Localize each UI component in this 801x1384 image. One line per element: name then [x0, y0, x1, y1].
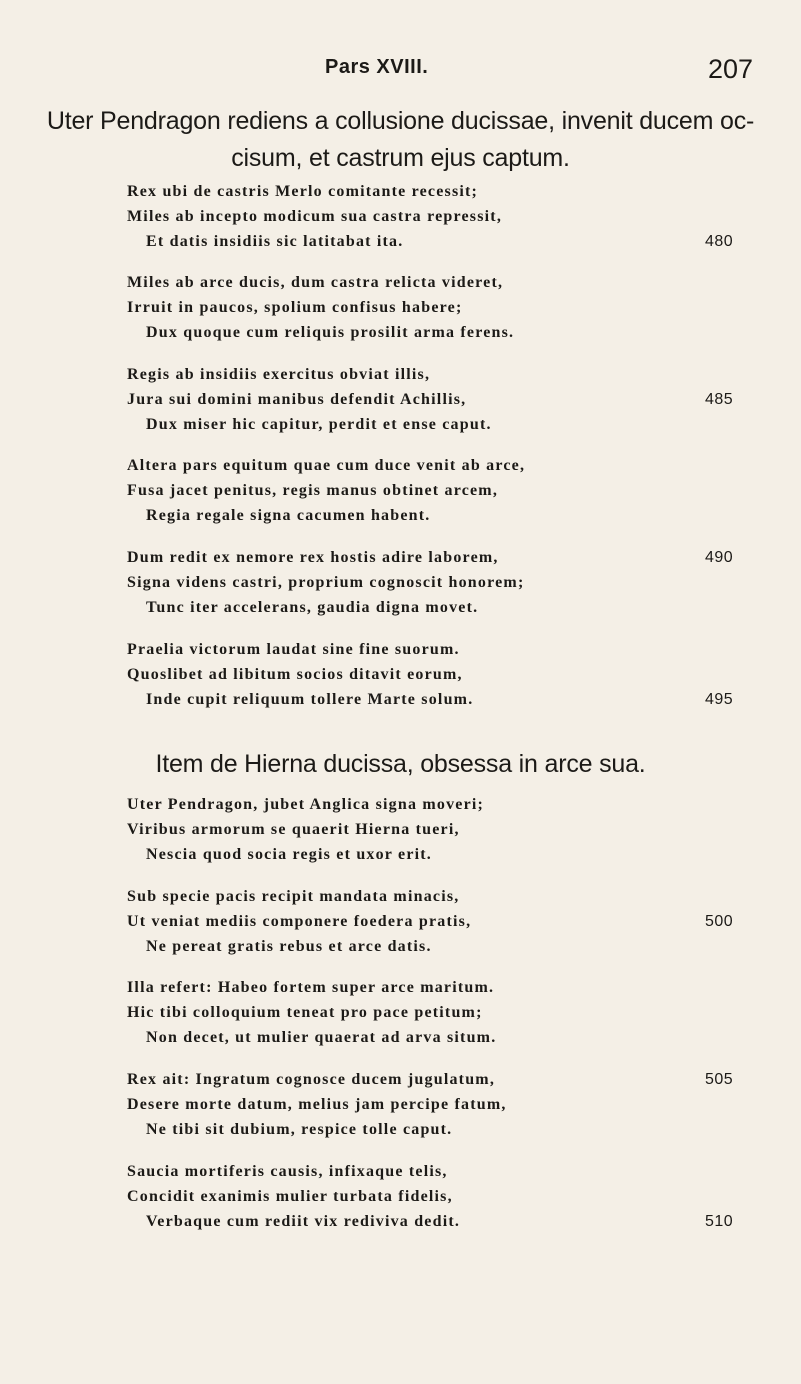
line-number: 480 — [705, 233, 734, 250]
verse-line — [0, 229, 801, 254]
verse-line — [0, 387, 801, 412]
verse-line: Signa videns castri, proprium cognoscit honorem; — [127, 574, 525, 591]
verse-line: Fusa jacet penitus, regis manus obtinet arcem, — [127, 482, 499, 499]
section-heading-1-line-1: Uter Pendragon rediens a collusione ducissae, invenit ducem oc- — [46, 107, 755, 135]
stanza — [0, 637, 801, 712]
verse-line: Concidit exanimis mulier turbata fidelis, — [127, 1188, 453, 1205]
verse-line: Sub specie pacis recipit mandata minacis, — [127, 888, 460, 905]
stanza — [0, 545, 801, 620]
verse-line: Illa refert: Habeo fortem super arce maritum. — [127, 979, 495, 996]
stanza — [0, 1159, 801, 1234]
verse-text: Jura sui domini manibus defendit Achillis, — [127, 391, 467, 408]
line-number: 485 — [705, 391, 734, 408]
running-title: Pars XVIII. — [325, 56, 429, 78]
verse-line: Quoslibet ad libitum socios ditavit eorum, — [127, 666, 463, 683]
verse-line — [0, 1209, 801, 1234]
stanza — [0, 1067, 801, 1142]
stanza — [0, 453, 801, 528]
verse-line: Ne tibi sit dubium, respice tolle caput. — [146, 1121, 453, 1138]
verse-line — [0, 545, 801, 570]
verse-line — [0, 909, 801, 934]
section-heading-1 — [0, 103, 801, 177]
verse-line: Viribus armorum se quaerit Hierna tueri, — [127, 821, 460, 838]
verse-line: Praelia victorum laudat sine fine suorum. — [127, 641, 460, 658]
line-number: 500 — [705, 913, 734, 930]
verse-line: Nescia quod socia regis et uxor erit. — [146, 846, 433, 863]
stanza — [0, 975, 801, 1050]
verse-text: Dum redit ex nemore rex hostis adire laborem, — [127, 549, 499, 566]
stanza — [0, 792, 801, 867]
verse-line — [0, 1067, 801, 1092]
verse-line: Ne pereat gratis rebus et arce datis. — [146, 938, 432, 955]
verse-line: Rex ubi de castris Merlo comitante recessit; — [127, 183, 479, 200]
section-heading-1-line-2: cisum, et castrum ejus captum. — [231, 144, 570, 172]
verse-line: Dux quoque cum reliquis prosilit arma ferens. — [146, 324, 515, 341]
verse-line: Miles ab incepto modicum sua castra repressit, — [127, 208, 503, 225]
stanza — [0, 270, 801, 345]
line-number: 510 — [705, 1213, 734, 1230]
verse-line: Miles ab arce ducis, dum castra relicta videret, — [127, 274, 504, 291]
line-number: 490 — [705, 549, 734, 566]
verse-text: Verbaque cum rediit vix rediviva dedit. — [146, 1213, 461, 1230]
verse-line: Regis ab insidiis exercitus obviat illis, — [127, 366, 431, 383]
line-number: 495 — [705, 691, 734, 708]
stanza — [0, 884, 801, 959]
verse-text: Ut veniat mediis componere foedera pratis, — [127, 913, 472, 930]
verse-text: Et datis insidiis sic latitabat ita. — [146, 233, 404, 250]
verse-line: Non decet, ut mulier quaerat ad arva situm. — [146, 1029, 497, 1046]
verse-line: Uter Pendragon, jubet Anglica signa moveri; — [127, 796, 485, 813]
verse-text: Inde cupit reliquum tollere Marte solum. — [146, 691, 474, 708]
verse-line: Altera pars equitum quae cum duce venit ab arce, — [127, 457, 526, 474]
verse-line: Saucia mortiferis causis, infixaque telis, — [127, 1163, 448, 1180]
verse-line: Dux miser hic capitur, perdit et ense caput. — [146, 416, 492, 433]
verse-line: Regia regale signa cacumen habent. — [146, 507, 431, 524]
verse-line: Irruit in paucos, spolium confisus habere; — [127, 299, 463, 316]
line-number: 505 — [705, 1071, 734, 1088]
verse-line — [0, 687, 801, 712]
verse-text: Rex ait: Ingratum cognosce ducem jugulatum, — [127, 1071, 496, 1088]
section-heading-2: Item de Hierna ducissa, obsessa in arce sua. — [155, 750, 646, 778]
verse-line: Tunc iter accelerans, gaudia digna movet. — [146, 599, 479, 616]
running-head — [0, 56, 801, 86]
verse-line: Desere morte datum, melius jam percipe fatum, — [127, 1096, 507, 1113]
stanza — [0, 362, 801, 437]
page-number: 207 — [707, 54, 753, 84]
stanza — [0, 179, 801, 254]
verse-line: Hic tibi colloquium teneat pro pace petitum; — [127, 1004, 483, 1021]
